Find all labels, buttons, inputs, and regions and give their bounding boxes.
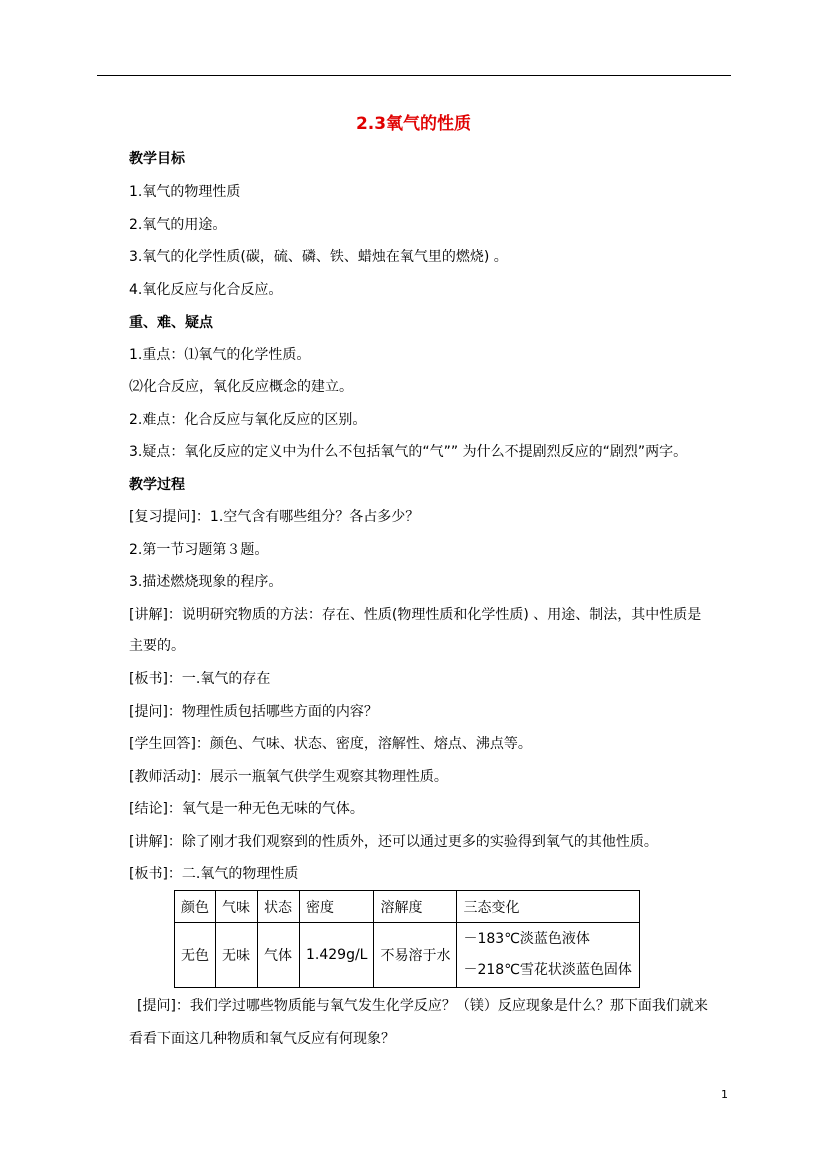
keypoint-item: 3.疑点：氧化反应的定义中为什么不包括氧气的“气”” 为什么不提剧烈反应的“剧烈”两字。 [129,444,688,460]
process-line: [讲解]：说明研究物质的方法：存在、性质(物理性质和化学性质) 、用途、制法，其中性质是 [129,607,702,623]
process-line: [学生回答]：颜色、气味、状态、密度，溶解性、熔点、沸点等。 [129,736,532,752]
phase-change-solid: －218℃雪花状淡蓝色固体 [463,962,632,978]
table-header-cell: 气味 [216,891,258,923]
section-heading-keypoints: 重、难、疑点 [129,315,213,331]
table-header-cell: 密度 [300,891,374,923]
process-line: 2.第一节习题第３题。 [129,542,269,558]
keypoint-item: 2.难点：化合反应与氧化反应的区别。 [129,412,367,428]
table-header-cell: 状态 [258,891,300,923]
header-rule [97,75,731,76]
process-line: 3.描述燃烧现象的程序。 [129,574,283,590]
table-header-cell: 溶解度 [374,891,457,923]
goal-item: 3.氧气的化学性质(碳，硫、磷、铁、蜡烛在氧气里的燃烧) 。 [129,249,508,265]
process-line: [板书]：二.氧气的物理性质 [129,866,299,882]
table-header-row [175,891,640,923]
table-cell-solubility: 不易溶于水 [374,923,457,988]
table-cell-color: 无色 [175,923,216,988]
table-cell-state: 气体 [258,923,300,988]
goal-item: 4.氧化反应与化合反应。 [129,282,283,298]
keypoint-item: 1.重点：⑴氧气的化学性质。 [129,347,311,363]
process-line: [复习提问]：1.空气含有哪些组分？各占多少？ [129,509,420,525]
process-line: [板书]：一.氧气的存在 [129,671,271,687]
table-header-cell: 三态变化 [457,891,640,923]
process-line: [结论]：氧气是一种无色无味的气体。 [129,801,364,817]
table-row [175,923,640,988]
goal-item: 1.氧气的物理性质 [129,184,241,200]
oxygen-properties-table [174,890,640,988]
keypoint-item: ⑵化合反应，氧化反应概念的建立。 [129,379,353,395]
question-line: [提问]：我们学过哪些物质能与氧气发生化学反应？（镁）反应现象是什么？那下面我们就来 [137,998,708,1014]
process-line: [提问]：物理性质包括哪些方面的内容？ [129,704,378,720]
process-line: 主要的。 [129,638,185,654]
table-cell-density: 1.429g/L [300,923,374,988]
page-title: 2.3氧气的性质 [355,114,472,134]
section-heading-process: 教学过程 [129,477,185,493]
process-line: [讲解]：除了刚才我们观察到的性质外，还可以通过更多的实验得到氧气的其他性质。 [129,834,658,850]
goal-item: 2.氧气的用途。 [129,217,227,233]
table-header-cell: 颜色 [175,891,216,923]
phase-change-liquid: －183℃淡蓝色液体 [463,931,590,947]
section-heading-goals: 教学目标 [129,151,185,167]
process-line: [教师活动]：展示一瓶氧气供学生观察其物理性质。 [129,769,448,785]
table-cell-odor: 无味 [216,923,258,988]
page-number: 1 [721,1088,728,1101]
table-cell-phase-changes [457,923,640,988]
question-line: 看看下面这几种物质和氧气反应有何现象？ [129,1031,395,1047]
